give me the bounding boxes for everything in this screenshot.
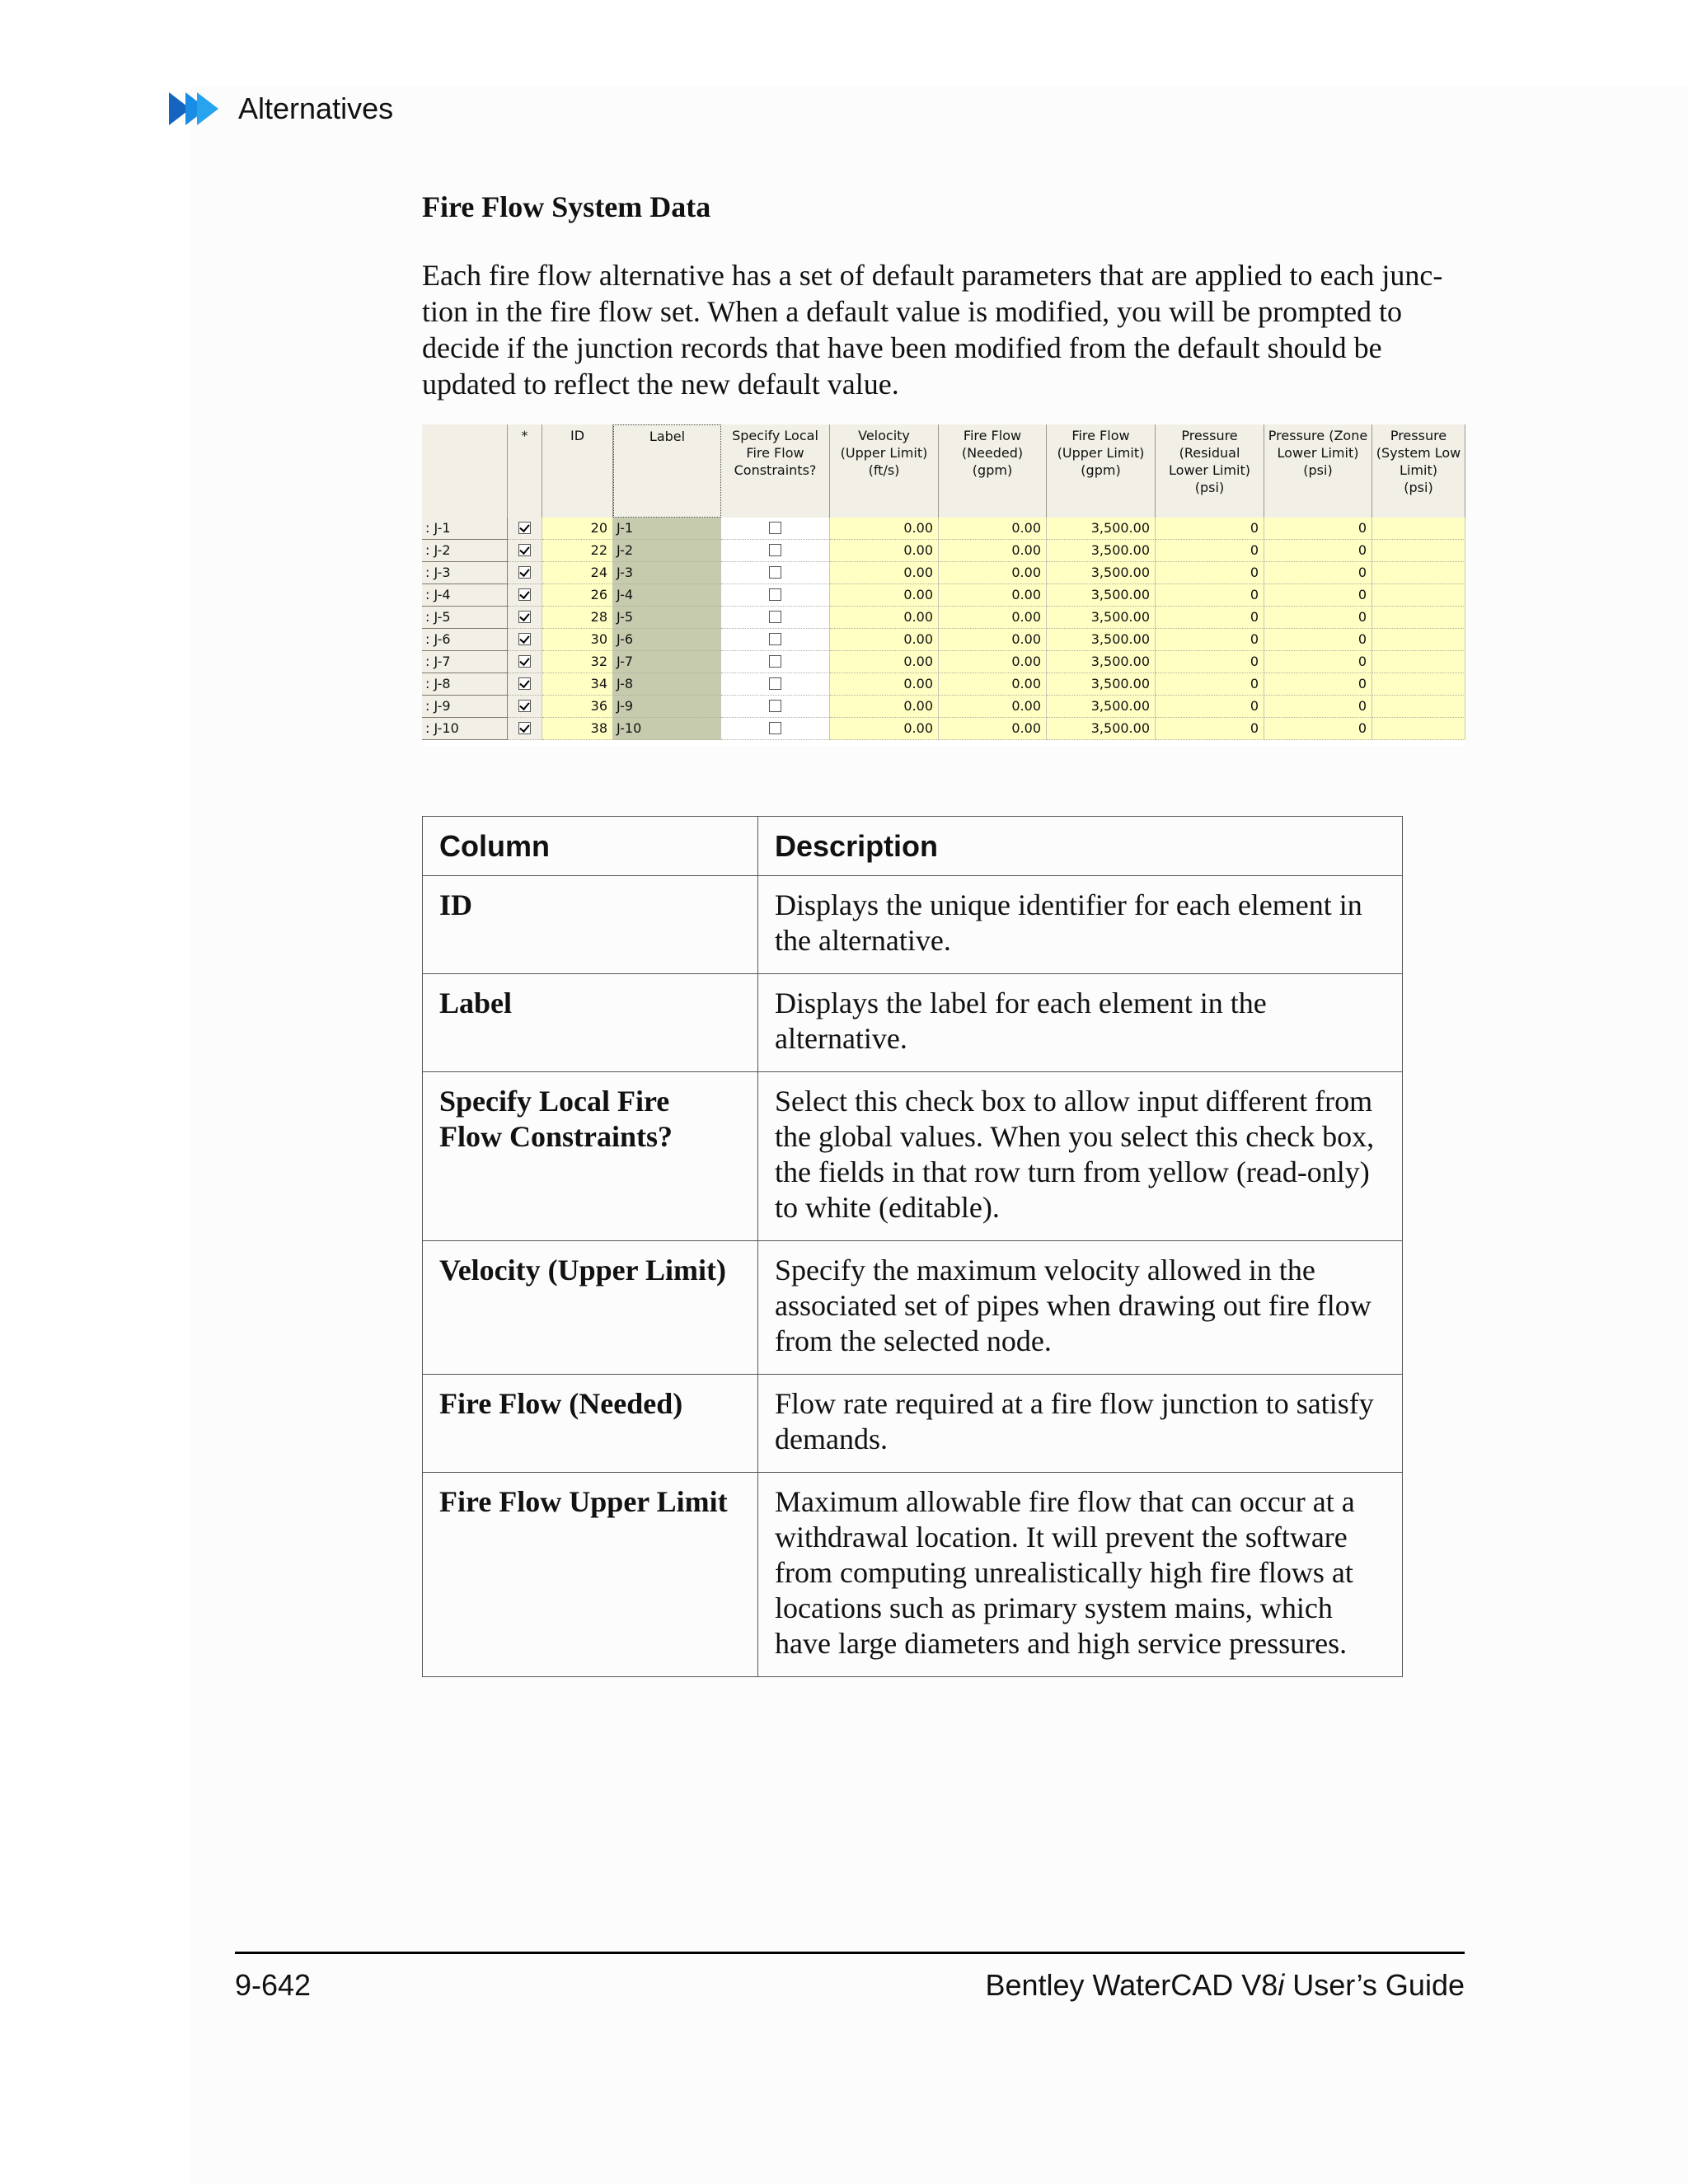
grid-cell-rowhdr[interactable]: : J-8: [422, 673, 508, 696]
active-checkbox[interactable]: [518, 566, 531, 579]
grid-cell-p_zone: 0: [1264, 629, 1372, 651]
active-checkbox[interactable]: [518, 611, 531, 623]
grid-cell-ff_needed: 0.00: [939, 718, 1047, 740]
grid-cell-star[interactable]: [508, 696, 542, 718]
grid-cell-p_zone: 0: [1264, 718, 1372, 740]
grid-cell-specify[interactable]: [721, 540, 830, 562]
grid-cell-star[interactable]: [508, 584, 542, 607]
description-cell: Displays the label for each element in the alternative.: [758, 974, 1403, 1072]
grid-cell-p_residual: 0: [1156, 562, 1264, 584]
grid-cell-star[interactable]: [508, 651, 542, 673]
grid-cell-p_system: [1372, 629, 1465, 651]
specify-local-checkbox[interactable]: [769, 544, 781, 556]
grid-cell-specify[interactable]: [721, 518, 830, 540]
grid-cell-id: 30: [542, 629, 613, 651]
grid-cell-star[interactable]: [508, 540, 542, 562]
grid-cell-id: 36: [542, 696, 613, 718]
grid-cell-star[interactable]: [508, 607, 542, 629]
grid-cell-p_residual: 0: [1156, 696, 1264, 718]
footer-rule: [235, 1952, 1465, 1954]
page-header: [169, 89, 393, 129]
grid-cell-ff_needed: 0.00: [939, 651, 1047, 673]
column-description-table: [422, 816, 1403, 1677]
grid-header-star: *: [508, 424, 542, 518]
grid-cell-p_system: [1372, 607, 1465, 629]
specify-local-checkbox[interactable]: [769, 633, 781, 645]
grid-cell-p_zone: 0: [1264, 696, 1372, 718]
grid-cell-label: J-5: [613, 607, 721, 629]
paragraph-line: decide if the junction records that have been modified from the default should be: [422, 331, 1382, 364]
grid-cell-rowhdr[interactable]: : J-7: [422, 651, 508, 673]
grid-cell-id: 32: [542, 651, 613, 673]
table-row: [423, 974, 1403, 1072]
grid-row[interactable]: [422, 562, 1465, 584]
grid-cell-specify[interactable]: [721, 718, 830, 740]
grid-cell-specify[interactable]: [721, 629, 830, 651]
grid-cell-p_zone: 0: [1264, 562, 1372, 584]
grid-row[interactable]: [422, 673, 1465, 696]
grid-cell-velocity: 0.00: [830, 718, 939, 740]
grid-cell-p_system: [1372, 562, 1465, 584]
grid-header-p_zone: Pressure (Zone Lower Limit) (psi): [1264, 424, 1372, 518]
grid-cell-velocity: 0.00: [830, 584, 939, 607]
description-cell: Maximum allowable fire flow that can occur at a withdrawal location. It will prevent the software from computing unrealistically high fire flows at locations such as primary system mains, which have large diameters and high service pressures.: [758, 1473, 1403, 1677]
grid-cell-id: 28: [542, 607, 613, 629]
footer-book-title: [985, 1968, 1465, 2003]
grid-cell-velocity: 0.00: [830, 562, 939, 584]
grid-cell-specify[interactable]: [721, 696, 830, 718]
grid-cell-p_zone: 0: [1264, 673, 1372, 696]
grid-cell-ff_upper: 3,500.00: [1047, 562, 1156, 584]
grid-cell-p_residual: 0: [1156, 584, 1264, 607]
description-cell: Displays the unique identifier for each element in the alternative.: [758, 876, 1403, 974]
grid-row[interactable]: [422, 607, 1465, 629]
grid-cell-ff_upper: 3,500.00: [1047, 651, 1156, 673]
grid-cell-specify[interactable]: [721, 651, 830, 673]
grid-header-label: Label: [613, 424, 721, 518]
table-row: [423, 876, 1403, 974]
grid-cell-p_zone: 0: [1264, 540, 1372, 562]
column-name-cell: Fire Flow Upper Limit: [423, 1473, 758, 1677]
grid-row[interactable]: [422, 540, 1465, 562]
grid-cell-specify[interactable]: [721, 584, 830, 607]
active-checkbox[interactable]: [518, 722, 531, 734]
book-title-italic: i: [1278, 1968, 1285, 2002]
active-checkbox[interactable]: [518, 588, 531, 601]
grid-cell-ff_upper: 3,500.00: [1047, 518, 1156, 540]
table-header-row: [423, 817, 1403, 876]
grid-cell-p_system: [1372, 651, 1465, 673]
grid-cell-ff_upper: 3,500.00: [1047, 696, 1156, 718]
specify-local-checkbox[interactable]: [769, 566, 781, 579]
grid-cell-id: 26: [542, 584, 613, 607]
grid-cell-label: J-6: [613, 629, 721, 651]
grid-cell-ff_needed: 0.00: [939, 584, 1047, 607]
grid-header-velocity: Velocity (Upper Limit) (ft/s): [830, 424, 939, 518]
book-title-prefix: Bentley WaterCAD V8: [985, 1968, 1278, 2002]
paragraph-line: Each fire flow alternative has a set of default parameters that are applied to each junc-: [422, 259, 1443, 292]
grid-cell-star[interactable]: [508, 518, 542, 540]
grid-cell-ff_needed: 0.00: [939, 540, 1047, 562]
grid-cell-velocity: 0.00: [830, 607, 939, 629]
grid-cell-p_system: [1372, 718, 1465, 740]
specify-local-checkbox[interactable]: [769, 588, 781, 601]
grid-cell-p_zone: 0: [1264, 651, 1372, 673]
grid-cell-p_residual: 0: [1156, 607, 1264, 629]
grid-cell-specify[interactable]: [721, 607, 830, 629]
table-row: [423, 1241, 1403, 1375]
grid-cell-ff_needed: 0.00: [939, 607, 1047, 629]
grid-cell-rowhdr[interactable]: : J-5: [422, 607, 508, 629]
column-name-cell: Velocity (Upper Limit): [423, 1241, 758, 1375]
double-chevron-icon: [169, 91, 222, 127]
active-checkbox[interactable]: [518, 677, 531, 690]
grid-cell-velocity: 0.00: [830, 673, 939, 696]
grid-cell-ff_upper: 3,500.00: [1047, 607, 1156, 629]
grid-row[interactable]: [422, 718, 1465, 740]
grid-header-ff_needed: Fire Flow (Needed) (gpm): [939, 424, 1047, 518]
grid-cell-id: 20: [542, 518, 613, 540]
grid-row[interactable]: [422, 696, 1465, 718]
grid-cell-velocity: 0.00: [830, 696, 939, 718]
grid-cell-velocity: 0.00: [830, 651, 939, 673]
table-row: [423, 1072, 1403, 1241]
grid-row[interactable]: [422, 651, 1465, 673]
specify-local-checkbox[interactable]: [769, 722, 781, 734]
grid-cell-p_system: [1372, 696, 1465, 718]
paragraph-line: updated to reflect the new default value.: [422, 368, 899, 401]
column-name-cell: Fire Flow (Needed): [423, 1375, 758, 1473]
grid-cell-ff_upper: 3,500.00: [1047, 673, 1156, 696]
grid-cell-p_residual: 0: [1156, 718, 1264, 740]
footer-page-number: 9-642: [235, 1968, 312, 2002]
grid-cell-velocity: 0.00: [830, 518, 939, 540]
column-name-cell: Specify Local Fire Flow Constraints?: [423, 1072, 758, 1241]
grid-cell-label: J-8: [613, 673, 721, 696]
grid-cell-label: J-1: [613, 518, 721, 540]
grid-cell-star[interactable]: [508, 562, 542, 584]
specify-local-checkbox[interactable]: [769, 655, 781, 668]
grid-cell-label: J-10: [613, 718, 721, 740]
grid-cell-ff_needed: 0.00: [939, 696, 1047, 718]
fire-flow-grid-screenshot: [422, 424, 1465, 746]
active-checkbox[interactable]: [518, 655, 531, 668]
grid-cell-specify[interactable]: [721, 673, 830, 696]
description-cell: Specify the maximum velocity allowed in the associated set of pipes when drawing out fire flow from the selected node.: [758, 1241, 1403, 1375]
specify-local-checkbox[interactable]: [769, 522, 781, 534]
header-section-title: Alternatives: [238, 91, 394, 125]
grid-cell-rowhdr[interactable]: : J-4: [422, 584, 508, 607]
grid-cell-p_residual: 0: [1156, 540, 1264, 562]
active-checkbox[interactable]: [518, 633, 531, 645]
grid-cell-star[interactable]: [508, 629, 542, 651]
grid-header-p_residual: Pressure (Residual Lower Limit) (psi): [1156, 424, 1264, 518]
grid-cell-id: 38: [542, 718, 613, 740]
grid-cell-rowhdr[interactable]: : J-1: [422, 518, 508, 540]
grid-cell-label: J-9: [613, 696, 721, 718]
book-title-suffix: User’s Guide: [1284, 1968, 1465, 2002]
grid-cell-rowhdr[interactable]: : J-10: [422, 718, 508, 740]
grid-cell-p_system: [1372, 673, 1465, 696]
grid-cell-p_system: [1372, 518, 1465, 540]
grid-header-row: [422, 424, 1465, 518]
description-cell: Select this check box to allow input different from the global values. When you select this check box, the fields in that row turn from yellow (read-only) to white (editable).: [758, 1072, 1403, 1241]
grid-cell-id: 24: [542, 562, 613, 584]
grid-cell-rowhdr[interactable]: : J-6: [422, 629, 508, 651]
grid-cell-p_zone: 0: [1264, 584, 1372, 607]
column-name-cell: ID: [423, 876, 758, 974]
description-cell: Flow rate required at a fire flow junction to satisfy demands.: [758, 1375, 1403, 1473]
grid-cell-label: J-4: [613, 584, 721, 607]
grid-cell-ff_needed: 0.00: [939, 562, 1047, 584]
grid-cell-p_zone: 0: [1264, 607, 1372, 629]
grid-row[interactable]: [422, 584, 1465, 607]
grid-cell-ff_needed: 0.00: [939, 673, 1047, 696]
grid-cell-specify[interactable]: [721, 562, 830, 584]
active-checkbox[interactable]: [518, 700, 531, 712]
grid-cell-velocity: 0.00: [830, 540, 939, 562]
active-checkbox[interactable]: [518, 522, 531, 534]
column-name-cell: Label: [423, 974, 758, 1072]
grid-cell-label: J-2: [613, 540, 721, 562]
grid-cell-ff_upper: 3,500.00: [1047, 540, 1156, 562]
grid-cell-p_zone: 0: [1264, 518, 1372, 540]
grid-cell-ff_needed: 0.00: [939, 518, 1047, 540]
grid-cell-rowhdr[interactable]: : J-3: [422, 562, 508, 584]
specify-local-checkbox[interactable]: [769, 677, 781, 690]
grid-cell-p_residual: 0: [1156, 673, 1264, 696]
grid-header-p_system: Pressure (System Low Limit) (psi): [1372, 424, 1465, 518]
grid-cell-p_system: [1372, 540, 1465, 562]
grid-cell-ff_upper: 3,500.00: [1047, 629, 1156, 651]
grid-header-ff_upper: Fire Flow (Upper Limit) (gpm): [1047, 424, 1156, 518]
grid-header-id: ID: [542, 424, 613, 518]
grid-cell-velocity: 0.00: [830, 629, 939, 651]
grid-cell-star[interactable]: [508, 718, 542, 740]
column-header: Column: [423, 817, 758, 876]
grid-cell-star[interactable]: [508, 673, 542, 696]
grid-header-specify: Specify Local Fire Flow Constraints?: [721, 424, 830, 518]
grid-row[interactable]: [422, 518, 1465, 540]
grid-cell-ff_needed: 0.00: [939, 629, 1047, 651]
table-row: [423, 1473, 1403, 1677]
grid-cell-p_system: [1372, 584, 1465, 607]
grid-cell-ff_upper: 3,500.00: [1047, 718, 1156, 740]
grid-header-rowhdr: [422, 424, 508, 518]
active-checkbox[interactable]: [518, 544, 531, 556]
table-row: [423, 1375, 1403, 1473]
grid-row[interactable]: [422, 629, 1465, 651]
intro-paragraph: [422, 257, 1469, 402]
grid-cell-p_residual: 0: [1156, 629, 1264, 651]
grid-cell-p_residual: 0: [1156, 651, 1264, 673]
paragraph-line: tion in the fire flow set. When a default value is modified, you will be prompted to: [422, 295, 1403, 328]
grid-cell-label: J-7: [613, 651, 721, 673]
grid-cell-label: J-3: [613, 562, 721, 584]
description-header: Description: [758, 817, 1403, 876]
grid-cell-id: 34: [542, 673, 613, 696]
grid-cell-rowhdr[interactable]: : J-2: [422, 540, 508, 562]
section-heading: Fire Flow System Data: [422, 190, 711, 223]
specify-local-checkbox[interactable]: [769, 611, 781, 623]
grid-cell-p_residual: 0: [1156, 518, 1264, 540]
grid-cell-rowhdr[interactable]: : J-9: [422, 696, 508, 718]
grid-cell-id: 22: [542, 540, 613, 562]
specify-local-checkbox[interactable]: [769, 700, 781, 712]
grid-cell-ff_upper: 3,500.00: [1047, 584, 1156, 607]
